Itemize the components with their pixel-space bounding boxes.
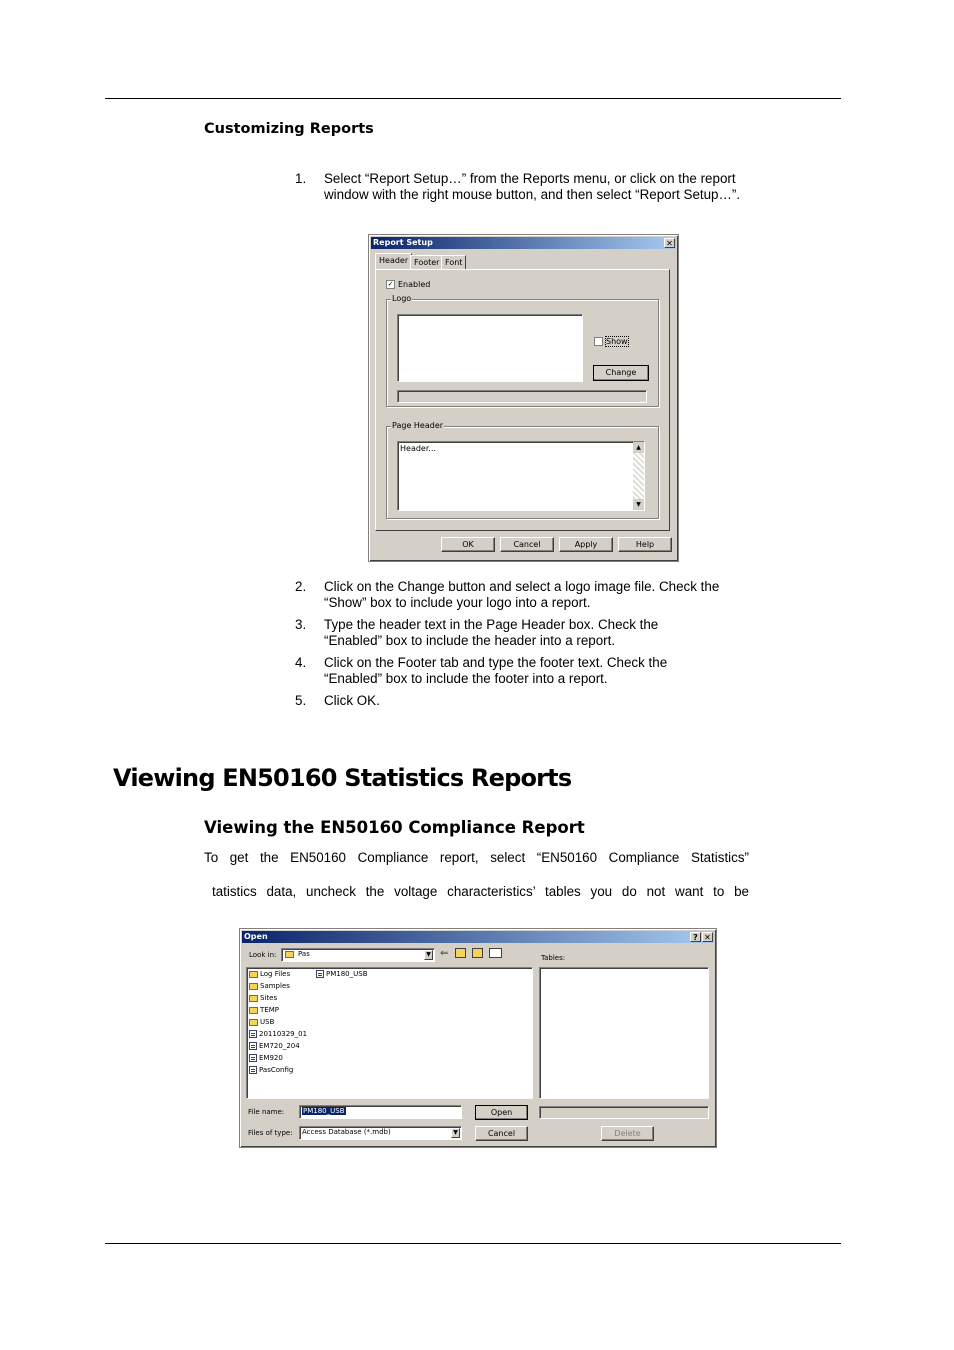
change-button[interactable]: Change (593, 365, 649, 381)
file-item[interactable] (249, 1042, 300, 1050)
page-header-group-label: Page Header (392, 421, 444, 430)
folder-name: USB (260, 1018, 275, 1026)
chevron-down-icon[interactable]: ▼ (424, 950, 433, 960)
folder-icon (249, 983, 258, 990)
file-item[interactable] (249, 1030, 307, 1038)
open-titlebar (242, 931, 714, 943)
step-number: 3. (295, 617, 307, 632)
show-label: Show (606, 337, 628, 346)
file-name: 20110329_01 (259, 1030, 308, 1038)
folder-item[interactable] (249, 970, 290, 978)
step-text: Type the header text in the Page Header box. Check the “Enabled” box to include the header into a report. (324, 617, 659, 648)
help-button[interactable]: Help (618, 537, 672, 552)
folder-item[interactable] (249, 982, 290, 990)
folder-name: Samples (260, 982, 290, 990)
step-item (295, 171, 765, 203)
cancel-button[interactable]: Cancel (500, 537, 554, 552)
para-line-1: To get the EN50160 Compliance report, select “EN50160 Compliance Statistics” (204, 850, 749, 865)
folder-icon (285, 951, 294, 958)
tab-header[interactable]: Header (375, 253, 412, 269)
files-of-type-value: Access Database (*.mdb) (302, 1128, 391, 1136)
new-folder-icon[interactable] (472, 948, 483, 958)
cancel-button[interactable]: Cancel (475, 1126, 528, 1141)
help-icon[interactable]: ? (690, 932, 701, 942)
database-file-icon (249, 1030, 257, 1038)
folder-name: Log Files (260, 970, 291, 978)
section-heading: Customizing Reports (204, 121, 374, 137)
file-name-label: File name: (248, 1108, 285, 1116)
folder-item[interactable] (249, 1018, 274, 1026)
top-rule (105, 98, 841, 99)
steps-list-b (295, 579, 765, 709)
logo-group (386, 294, 659, 407)
header-text: Header... (400, 444, 437, 453)
file-name: PasConfig (259, 1066, 294, 1074)
logo-group-label: Logo (392, 294, 412, 303)
bottom-rule (105, 1243, 841, 1244)
folder-item[interactable] (249, 994, 277, 1002)
look-in-label: Look in: (249, 951, 277, 959)
folder-name: Sites (260, 994, 278, 1002)
step-item (295, 693, 765, 709)
file-name: EM920 (259, 1054, 283, 1062)
tables-filter-field (539, 1106, 709, 1119)
step-item (295, 655, 765, 687)
file-name-input[interactable] (299, 1105, 462, 1119)
delete-button[interactable]: Delete (601, 1126, 654, 1141)
steps-list-a (295, 171, 765, 203)
para-line-2: tatistics data, uncheck the voltage characteristics’ tables you do not want to be (212, 884, 749, 899)
step-text: Click on the Change button and select a logo image file. Check the “Show” box to include your logo into a report. (324, 579, 720, 610)
database-file-icon (249, 1066, 257, 1074)
sub-heading: Viewing the EN50160 Compliance Report (204, 818, 585, 837)
chevron-down-icon[interactable]: ▼ (451, 1128, 460, 1138)
back-arrow-icon[interactable]: ⇐ (440, 948, 449, 959)
close-icon[interactable]: ✕ (702, 932, 713, 942)
tables-label: Tables: (541, 954, 566, 962)
open-button[interactable]: Open (475, 1105, 528, 1120)
header-scrollbar[interactable] (633, 442, 644, 510)
step-number: 1. (295, 171, 307, 186)
main-heading: Viewing EN50160 Statistics Reports (113, 764, 572, 792)
open-title: Open (244, 932, 268, 941)
tab-footer[interactable]: Footer (410, 255, 443, 269)
tab-panel (375, 269, 670, 531)
database-file-icon (249, 1054, 257, 1062)
step-text: Click OK. (324, 693, 380, 708)
scroll-up-icon[interactable]: ▲ (633, 442, 644, 453)
show-checkbox[interactable] (594, 337, 603, 346)
file-list (246, 967, 533, 1099)
file-name: EM720_204 (259, 1042, 300, 1050)
look-in-value: Pas (298, 950, 310, 958)
up-folder-icon[interactable] (455, 948, 466, 958)
step-number: 5. (295, 693, 307, 708)
tables-list (539, 967, 709, 1099)
file-name: PM180_USB (326, 970, 368, 978)
step-number: 4. (295, 655, 307, 670)
look-in-combo[interactable] (281, 948, 435, 962)
enabled-checkbox[interactable]: ✓ (387, 280, 394, 288)
folder-name: TEMP (260, 1006, 279, 1014)
folder-icon (249, 995, 258, 1002)
step-item (295, 579, 765, 611)
report-setup-titlebar (371, 237, 676, 249)
step-text: Click on the Footer tab and type the footer text. Check the “Enabled” box to include the footer into a report. (324, 655, 668, 686)
logo-path-field (397, 390, 647, 403)
scroll-down-icon[interactable]: ▼ (633, 499, 644, 510)
report-setup-dialog (368, 234, 679, 562)
header-text-area[interactable] (397, 441, 645, 511)
show-checkbox-row[interactable] (594, 337, 628, 346)
tab-font[interactable]: Font (441, 255, 466, 269)
close-icon[interactable]: ✕ (664, 238, 675, 248)
folder-icon (249, 1007, 258, 1014)
report-setup-title: Report Setup (373, 238, 433, 247)
enabled-checkbox-row[interactable] (386, 280, 430, 289)
apply-button[interactable]: Apply (559, 537, 613, 552)
logo-preview (397, 314, 583, 382)
ok-button[interactable]: OK (441, 537, 495, 552)
files-of-type-label: Files of type: (248, 1129, 293, 1137)
step-item (295, 617, 765, 649)
step-number: 2. (295, 579, 307, 594)
view-menu-icon[interactable] (489, 948, 502, 958)
folder-item[interactable] (249, 1006, 279, 1014)
files-of-type-select[interactable] (299, 1126, 462, 1140)
open-dialog (239, 928, 717, 1148)
database-file-icon (249, 1042, 257, 1050)
database-file-icon (316, 970, 324, 978)
file-item[interactable] (316, 970, 368, 978)
file-item[interactable] (249, 1054, 283, 1062)
file-name-value: PM180_USB (303, 1107, 345, 1115)
enabled-label: Enabled (398, 280, 431, 289)
file-item[interactable] (249, 1066, 293, 1074)
folder-icon (249, 1019, 258, 1026)
folder-icon (249, 971, 258, 978)
tab-strip (375, 255, 670, 269)
page-header-group (386, 421, 659, 519)
step-text: Select “Report Setup…” from the Reports menu, or click on the report window with the right mouse button, and then select “Report Setup…”. (324, 171, 741, 202)
